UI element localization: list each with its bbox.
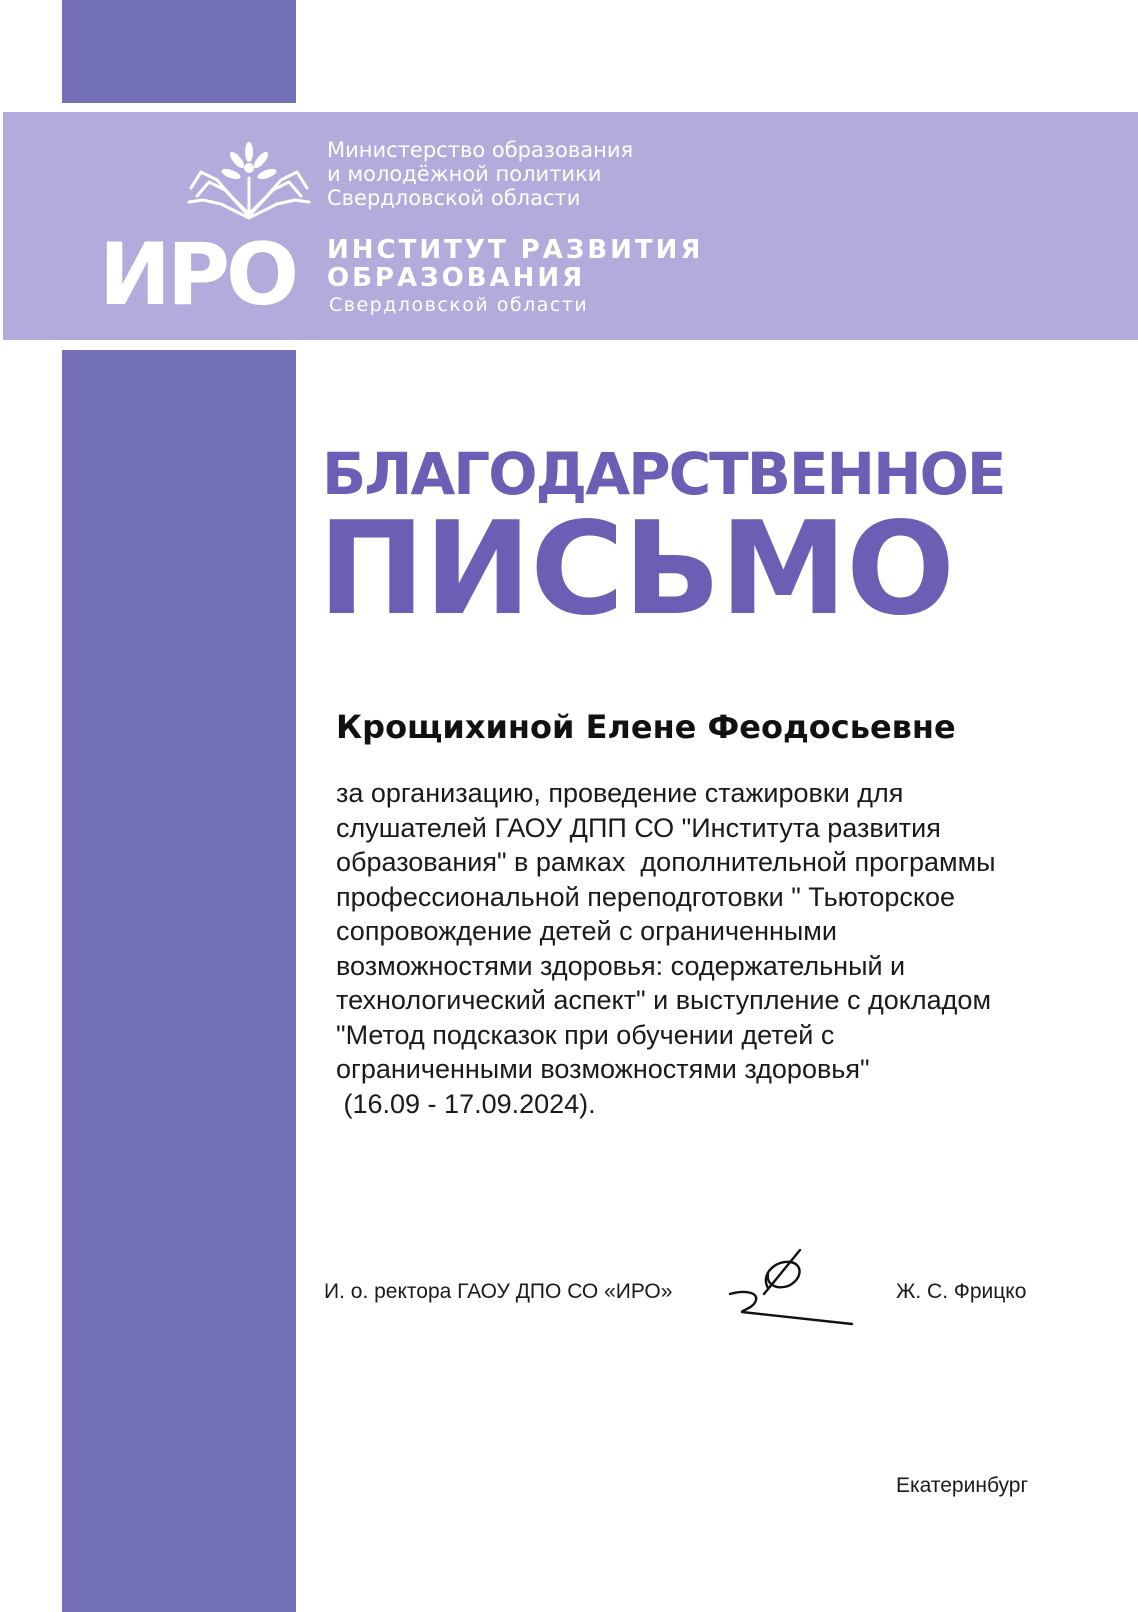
recipient-name: Крощихиной Елене Феодосьевне xyxy=(336,708,956,746)
signer-name: Ж. С. Фрицко xyxy=(896,1280,1027,1303)
header-banner xyxy=(3,112,1138,340)
handwritten-signature xyxy=(728,1244,878,1334)
decorative-stripe-main xyxy=(62,350,296,1612)
ministry-name xyxy=(327,138,633,210)
ministry-line: Министерство образования xyxy=(327,138,634,162)
ministry-line: Свердловской области xyxy=(327,186,581,210)
signer-title: И. о. ректора ГАОУ ДПО СО «ИРО» xyxy=(324,1280,673,1303)
body-line: за организацию, проведение стажировки для xyxy=(336,778,904,808)
body-line: ограниченными возможностями здоровья" xyxy=(336,1054,870,1084)
decorative-stripe-top xyxy=(62,0,296,103)
body-line: слушателей ГАОУ ДПП СО "Института развития xyxy=(336,812,941,843)
ministry-line: и молодёжной политики xyxy=(327,162,602,186)
institute-name xyxy=(327,236,703,292)
body-line: сопровождение детей с ограниченными xyxy=(336,916,837,946)
body-line: возможностями здоровья: содержательный и xyxy=(336,950,906,981)
document-title-line1: БЛАГОДАРСТВЕННОЕ xyxy=(322,440,1005,508)
body-line: профессиональной переподготовки " Тьюторское xyxy=(336,881,956,912)
book-tree-emblem-icon xyxy=(187,138,311,220)
institute-name-line: ОБРАЗОВАНИЯ xyxy=(327,263,586,293)
body-line: образования" в рамках дополнительной программы xyxy=(336,847,996,877)
body-line: "Метод подсказок при обучении детей с xyxy=(336,1019,835,1050)
institute-name-line: ИНСТИТУТ РАЗВИТИЯ xyxy=(327,235,704,265)
body-line: технологический аспект" и выступление с докладом xyxy=(336,985,992,1015)
institute-region: Свердловской области xyxy=(329,294,589,316)
document-title-line2: ПИСЬМО xyxy=(318,495,954,644)
iro-logo xyxy=(99,232,309,312)
letter-body xyxy=(336,776,1076,1121)
iro-logo-text: ИРО xyxy=(99,232,296,312)
body-line: (16.09 - 17.09.2024). xyxy=(336,1088,596,1119)
city: Екатеринбург xyxy=(896,1474,1029,1497)
